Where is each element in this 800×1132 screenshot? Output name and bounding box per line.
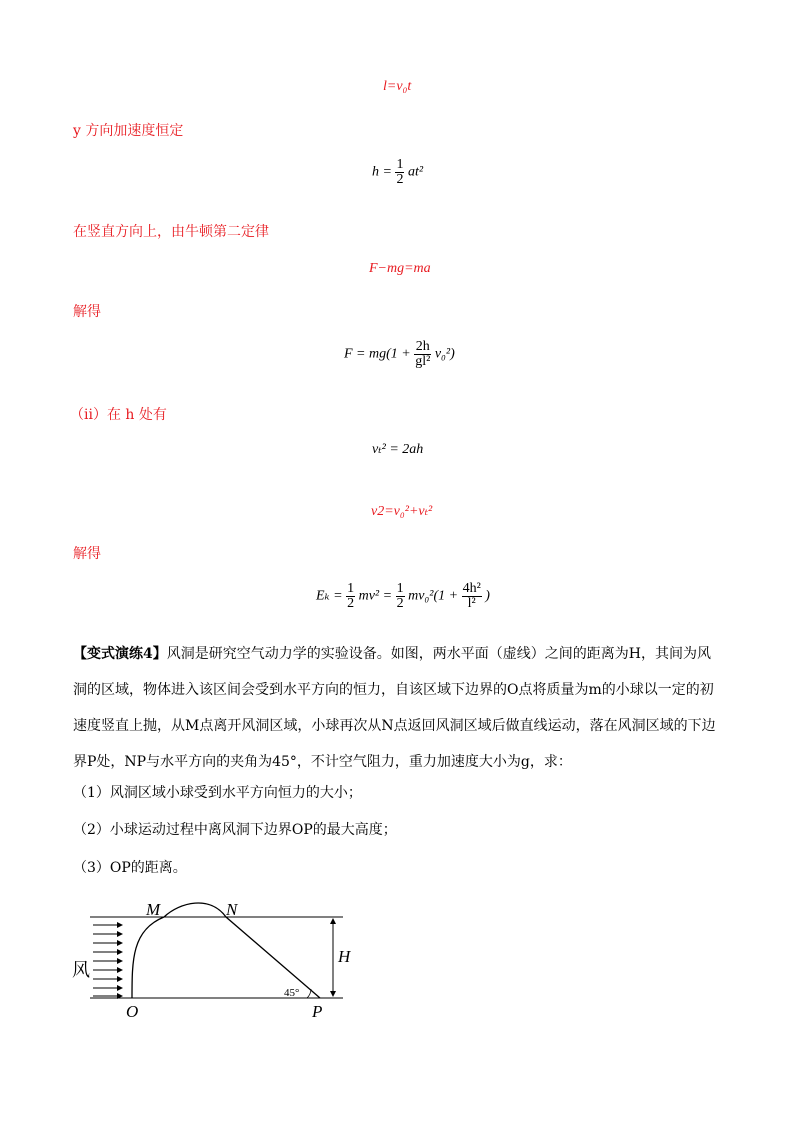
label-solve-1: 解得	[73, 304, 101, 320]
eq-ek-result: Eₖ = $\frac{1}{2}$ mv² = $\frac{1}{2}$ mv₀²(1 + $\frac{\text{4h²}}{\text{l²}}$ )	[316, 581, 490, 611]
eq-vt2-2ah: vₜ² = 2ah	[372, 442, 424, 457]
question-1: （1）风洞区域小球受到水平方向恒力的大小；	[73, 785, 362, 801]
problem-tag: 【变式演练4】	[73, 646, 167, 662]
problem-line-2: 洞的区域，物体进入该区间会受到水平方向的恒力，自该区域下边界的O点将质量为m的小球以一定的初	[73, 682, 714, 698]
eq-v2-sum: v2=v₀²+vₜ²	[371, 504, 433, 519]
problem-paragraph	[73, 636, 733, 780]
problem-line-1: 【变式演练4】风洞是研究空气动力学的实验设备。如图，两水平面（虚线）之间的距离为H，其间为风	[73, 646, 711, 662]
label-newton: 在竖直方向上，由牛顿第二定律	[73, 224, 269, 240]
label-P: P	[312, 1002, 323, 1021]
label-solve-2: 解得	[73, 546, 101, 562]
label-H: H	[338, 947, 351, 966]
wind-tunnel-figure	[60, 890, 380, 1030]
wind-arrows	[93, 925, 122, 996]
label-wind: 风	[72, 960, 90, 981]
question-3: （3）OP的距离。	[73, 860, 187, 876]
eq-f-mg-ma: F−mg=ma	[369, 261, 431, 276]
problem-line-4: 界P处，NP与水平方向的夹角为45°，不计空气阻力，重力加速度大小为g，求：	[73, 754, 572, 770]
label-M: M	[146, 900, 161, 919]
eq-h-half-at2: h = $\frac{1}{2}$ at²	[372, 157, 424, 187]
label-y-accel: y 方向加速度恒定	[73, 123, 184, 139]
problem-line-3: 速度竖直上抛，从M点离开风洞区域，小球再次从N点返回风洞区域后做直线运动，落在风洞区域的下边	[73, 718, 716, 734]
label-part-ii: （ii）在 h 处有	[70, 407, 167, 423]
eq-l-v0t: l=v₀t	[383, 79, 412, 94]
label-N: N	[226, 900, 238, 919]
label-angle: 45°	[284, 987, 300, 999]
question-2: （2）小球运动过程中离风洞下边界OP的最大高度；	[73, 822, 397, 838]
label-O: O	[126, 1002, 139, 1021]
eq-f-result: F = mg(1 + $\frac{2h}{\text{gl²}}$ v₀²)	[344, 339, 455, 369]
